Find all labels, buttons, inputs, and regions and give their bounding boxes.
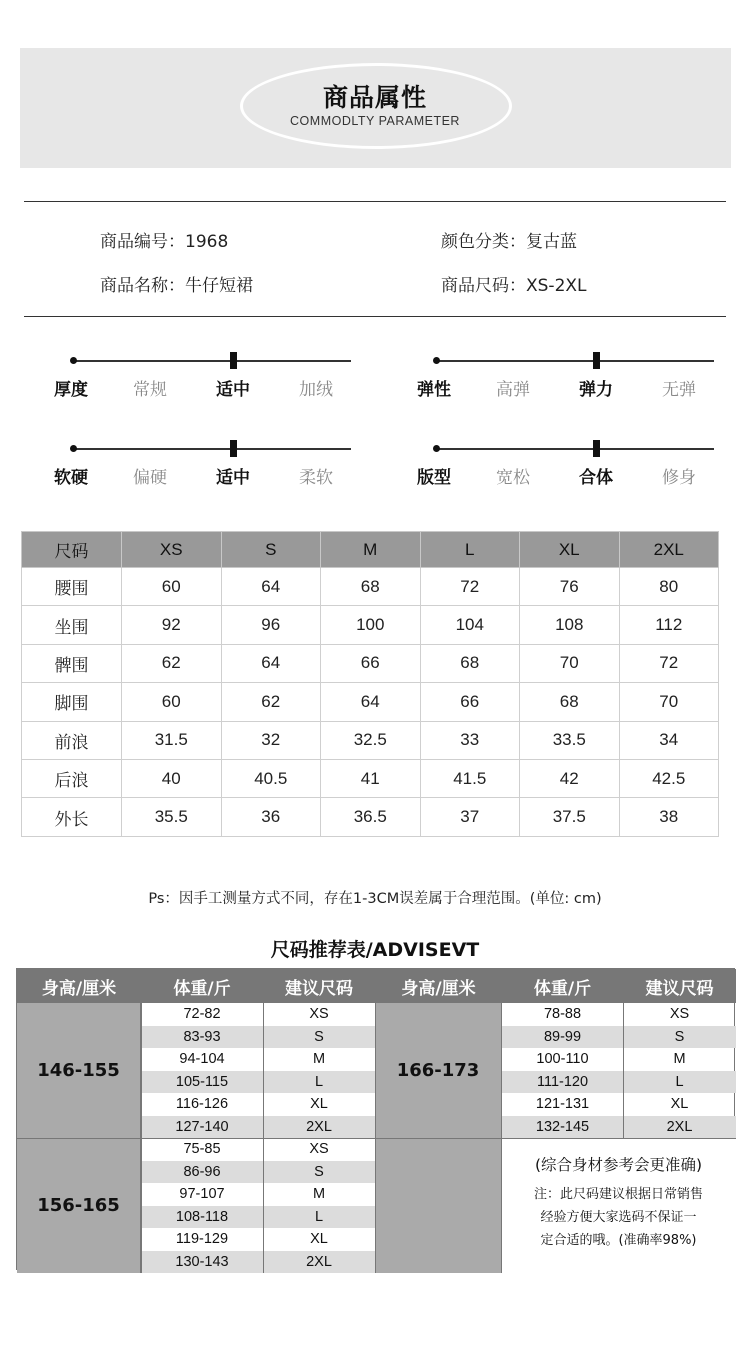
attribute-option: 加绒 bbox=[299, 380, 333, 400]
slider-track bbox=[436, 360, 714, 362]
weight-range: 130-143 bbox=[141, 1251, 263, 1274]
measure-value: 41 bbox=[321, 759, 421, 797]
measure-value: 40.5 bbox=[221, 759, 321, 797]
page-subtitle: COMMODLTY PARAMETER bbox=[290, 114, 460, 128]
weight-range: 121-131 bbox=[535, 1096, 590, 1113]
weight-range: 116-126 bbox=[175, 1096, 229, 1113]
measure-value: 33 bbox=[420, 721, 520, 759]
weight-range: 72-82 bbox=[183, 1006, 221, 1023]
advise-header-cell: 体重/斤 bbox=[141, 969, 263, 1003]
attribute-label: 弹性 bbox=[417, 380, 451, 400]
measure-value: 64 bbox=[321, 683, 421, 721]
suggested-size: S bbox=[263, 1161, 375, 1184]
measure-value: 36.5 bbox=[321, 798, 421, 836]
measure-value: 112 bbox=[619, 606, 719, 644]
measure-value: 42 bbox=[520, 759, 620, 797]
attribute-option-selected: 适中 bbox=[216, 468, 250, 488]
divider-info bbox=[24, 316, 726, 317]
size-header-cell: 2XL bbox=[619, 532, 719, 568]
item-name: 商品名称：牛仔短裙 bbox=[100, 276, 253, 296]
measure-label: 后浪 bbox=[22, 759, 122, 797]
measure-value: 34 bbox=[619, 721, 719, 759]
advise-tip-line: 注：此尺码建议根据日常销售 bbox=[533, 1187, 703, 1202]
row-divider bbox=[17, 1138, 502, 1139]
table-row bbox=[22, 721, 719, 759]
measure-value: 60 bbox=[122, 683, 222, 721]
suggested-size: M bbox=[673, 1051, 686, 1068]
slider-start-dot bbox=[433, 445, 440, 452]
measure-value: 42.5 bbox=[619, 759, 719, 797]
size-header-cell: L bbox=[420, 532, 520, 568]
suggested-size: XS bbox=[309, 1006, 329, 1023]
measure-value: 68 bbox=[321, 568, 421, 606]
attribute-option: 无弹 bbox=[662, 380, 696, 400]
measure-value: 37 bbox=[420, 798, 520, 836]
item-size: 商品尺码：XS-2XL bbox=[441, 276, 587, 296]
measure-value: 41.5 bbox=[420, 759, 520, 797]
size-header-cell: XS bbox=[122, 532, 222, 568]
measure-value: 72 bbox=[420, 568, 520, 606]
suggested-size: XL bbox=[310, 1231, 328, 1248]
advise-tip-line: 定合适的哦。(准确率98%) bbox=[540, 1233, 697, 1248]
attribute-option: 常规 bbox=[133, 380, 167, 400]
suggested-size: L bbox=[623, 1071, 736, 1094]
attribute-option-selected: 合体 bbox=[579, 468, 613, 488]
weight-range: 111-120 bbox=[502, 1071, 623, 1094]
measure-value: 38 bbox=[619, 798, 719, 836]
measure-value: 60 bbox=[122, 568, 222, 606]
attribute-option: 偏硬 bbox=[133, 468, 167, 488]
measure-value: 62 bbox=[122, 644, 222, 682]
advise-header-cell: 建议尺码 bbox=[623, 969, 736, 1003]
weight-range: 119-129 bbox=[175, 1231, 229, 1248]
measure-label: 髀围 bbox=[22, 644, 122, 682]
measure-value: 96 bbox=[221, 606, 321, 644]
suggested-size: XS bbox=[669, 1006, 690, 1023]
suggested-size: XL bbox=[670, 1096, 689, 1113]
attribute-label: 厚度 bbox=[54, 380, 88, 400]
attribute-option-selected: 适中 bbox=[216, 380, 250, 400]
measure-value: 36 bbox=[221, 798, 321, 836]
table-row bbox=[22, 683, 719, 721]
suggested-size: M bbox=[312, 1186, 326, 1203]
height-range: 166-173 bbox=[375, 1003, 502, 1138]
suggested-size: S bbox=[623, 1026, 736, 1049]
weight-range: 127-140 bbox=[141, 1116, 263, 1139]
suggested-size: 2XL bbox=[623, 1116, 736, 1139]
measure-value: 31.5 bbox=[122, 721, 222, 759]
weight-range: 78-88 bbox=[543, 1006, 582, 1023]
height-range-empty bbox=[375, 1138, 502, 1273]
measure-value: 35.5 bbox=[122, 798, 222, 836]
weight-range: 86-96 bbox=[141, 1161, 263, 1184]
weight-range: 132-145 bbox=[502, 1116, 623, 1139]
advise-header-cell: 建议尺码 bbox=[263, 969, 375, 1003]
advise-tip-line: 经验方便大家选码不保证一 bbox=[540, 1210, 697, 1225]
divider-top bbox=[24, 201, 726, 202]
table-row bbox=[22, 644, 719, 682]
size-header-cell: S bbox=[221, 532, 321, 568]
suggested-size: L bbox=[263, 1071, 375, 1094]
table-row bbox=[22, 568, 719, 606]
measure-label: 外长 bbox=[22, 798, 122, 836]
suggested-size: 2XL bbox=[263, 1251, 375, 1274]
attribute-option: 柔软 bbox=[299, 468, 333, 488]
advise-tip bbox=[502, 1137, 735, 1270]
slider-start-dot bbox=[433, 357, 440, 364]
height-range: 146-155 bbox=[17, 1003, 141, 1138]
slider-track bbox=[73, 448, 351, 450]
advise-tip-main: (综合身材参考会更准确) bbox=[534, 1156, 703, 1174]
suggested-size: L bbox=[263, 1206, 375, 1229]
measure-value: 32.5 bbox=[321, 721, 421, 759]
advise-header-cell: 体重/斤 bbox=[502, 969, 623, 1003]
attribute-option-selected: 弹力 bbox=[579, 380, 613, 400]
slider-track bbox=[436, 448, 714, 450]
slider-start-dot bbox=[70, 357, 77, 364]
slider-track bbox=[73, 360, 351, 362]
attribute-label: 软硬 bbox=[54, 468, 88, 488]
slider-marker bbox=[230, 352, 237, 369]
weight-range: 89-99 bbox=[502, 1026, 623, 1049]
weight-range: 75-85 bbox=[183, 1141, 221, 1158]
measure-label: 前浪 bbox=[22, 721, 122, 759]
measure-value: 33.5 bbox=[520, 721, 620, 759]
measure-label: 脚围 bbox=[22, 683, 122, 721]
slider-start-dot bbox=[70, 445, 77, 452]
suggested-size: 2XL bbox=[263, 1116, 375, 1139]
measure-value: 37.5 bbox=[520, 798, 620, 836]
measure-value: 80 bbox=[619, 568, 719, 606]
attribute-option: 高弹 bbox=[496, 380, 530, 400]
size-table bbox=[21, 531, 719, 837]
advise-title: 尺码推荐表/ADVISEVT bbox=[270, 939, 480, 961]
weight-range: 100-110 bbox=[536, 1051, 589, 1068]
table-row bbox=[22, 606, 719, 644]
measure-value: 76 bbox=[520, 568, 620, 606]
measure-value: 100 bbox=[321, 606, 421, 644]
table-row bbox=[22, 759, 719, 797]
attribute-label: 版型 bbox=[417, 468, 451, 488]
measure-value: 40 bbox=[122, 759, 222, 797]
advise-header-cell: 身高/厘米 bbox=[375, 969, 502, 1003]
advise-header-cell: 身高/厘米 bbox=[17, 969, 141, 1003]
suggested-size: S bbox=[263, 1026, 375, 1049]
measure-value: 64 bbox=[221, 568, 321, 606]
measure-value: 62 bbox=[221, 683, 321, 721]
measure-value: 32 bbox=[221, 721, 321, 759]
weight-range: 105-115 bbox=[141, 1071, 263, 1094]
slider-marker bbox=[593, 352, 600, 369]
item-number: 商品编号：1968 bbox=[100, 232, 229, 252]
weight-range: 83-93 bbox=[141, 1026, 263, 1049]
measure-value: 64 bbox=[221, 644, 321, 682]
measure-label: 坐围 bbox=[22, 606, 122, 644]
slider-marker bbox=[593, 440, 600, 457]
measure-value: 68 bbox=[520, 683, 620, 721]
column-divider bbox=[623, 1003, 624, 1138]
size-header-cell: XL bbox=[520, 532, 620, 568]
slider-marker bbox=[230, 440, 237, 457]
weight-range: 108-118 bbox=[141, 1206, 263, 1229]
measure-value: 104 bbox=[420, 606, 520, 644]
measure-value: 108 bbox=[520, 606, 620, 644]
attribute-option: 修身 bbox=[662, 468, 696, 488]
page-title: 商品属性 bbox=[322, 83, 427, 112]
size-header-cell: M bbox=[321, 532, 421, 568]
measure-value: 70 bbox=[520, 644, 620, 682]
suggested-size: XL bbox=[310, 1096, 328, 1113]
measure-value: 72 bbox=[619, 644, 719, 682]
measure-label: 腰围 bbox=[22, 568, 122, 606]
measure-value: 68 bbox=[420, 644, 520, 682]
weight-range: 94-104 bbox=[179, 1051, 225, 1068]
suggested-size: M bbox=[312, 1051, 326, 1068]
color-category: 颜色分类：复古蓝 bbox=[441, 232, 577, 252]
attribute-option: 宽松 bbox=[496, 468, 530, 488]
measure-value: 70 bbox=[619, 683, 719, 721]
size-header-cell: 尺码 bbox=[22, 532, 122, 568]
advise-table bbox=[16, 968, 735, 1270]
measure-value: 92 bbox=[122, 606, 222, 644]
measure-value: 66 bbox=[321, 644, 421, 682]
size-table-header bbox=[22, 532, 719, 568]
suggested-size: XS bbox=[309, 1141, 329, 1158]
height-range: 156-165 bbox=[17, 1138, 141, 1273]
weight-range: 97-107 bbox=[179, 1186, 225, 1203]
measurement-note: Ps：因手工测量方式不同，存在1-3CM误差属于合理范围。(单位: cm) bbox=[148, 891, 602, 907]
table-row bbox=[22, 798, 719, 836]
measure-value: 66 bbox=[420, 683, 520, 721]
row-divider bbox=[502, 1138, 736, 1139]
